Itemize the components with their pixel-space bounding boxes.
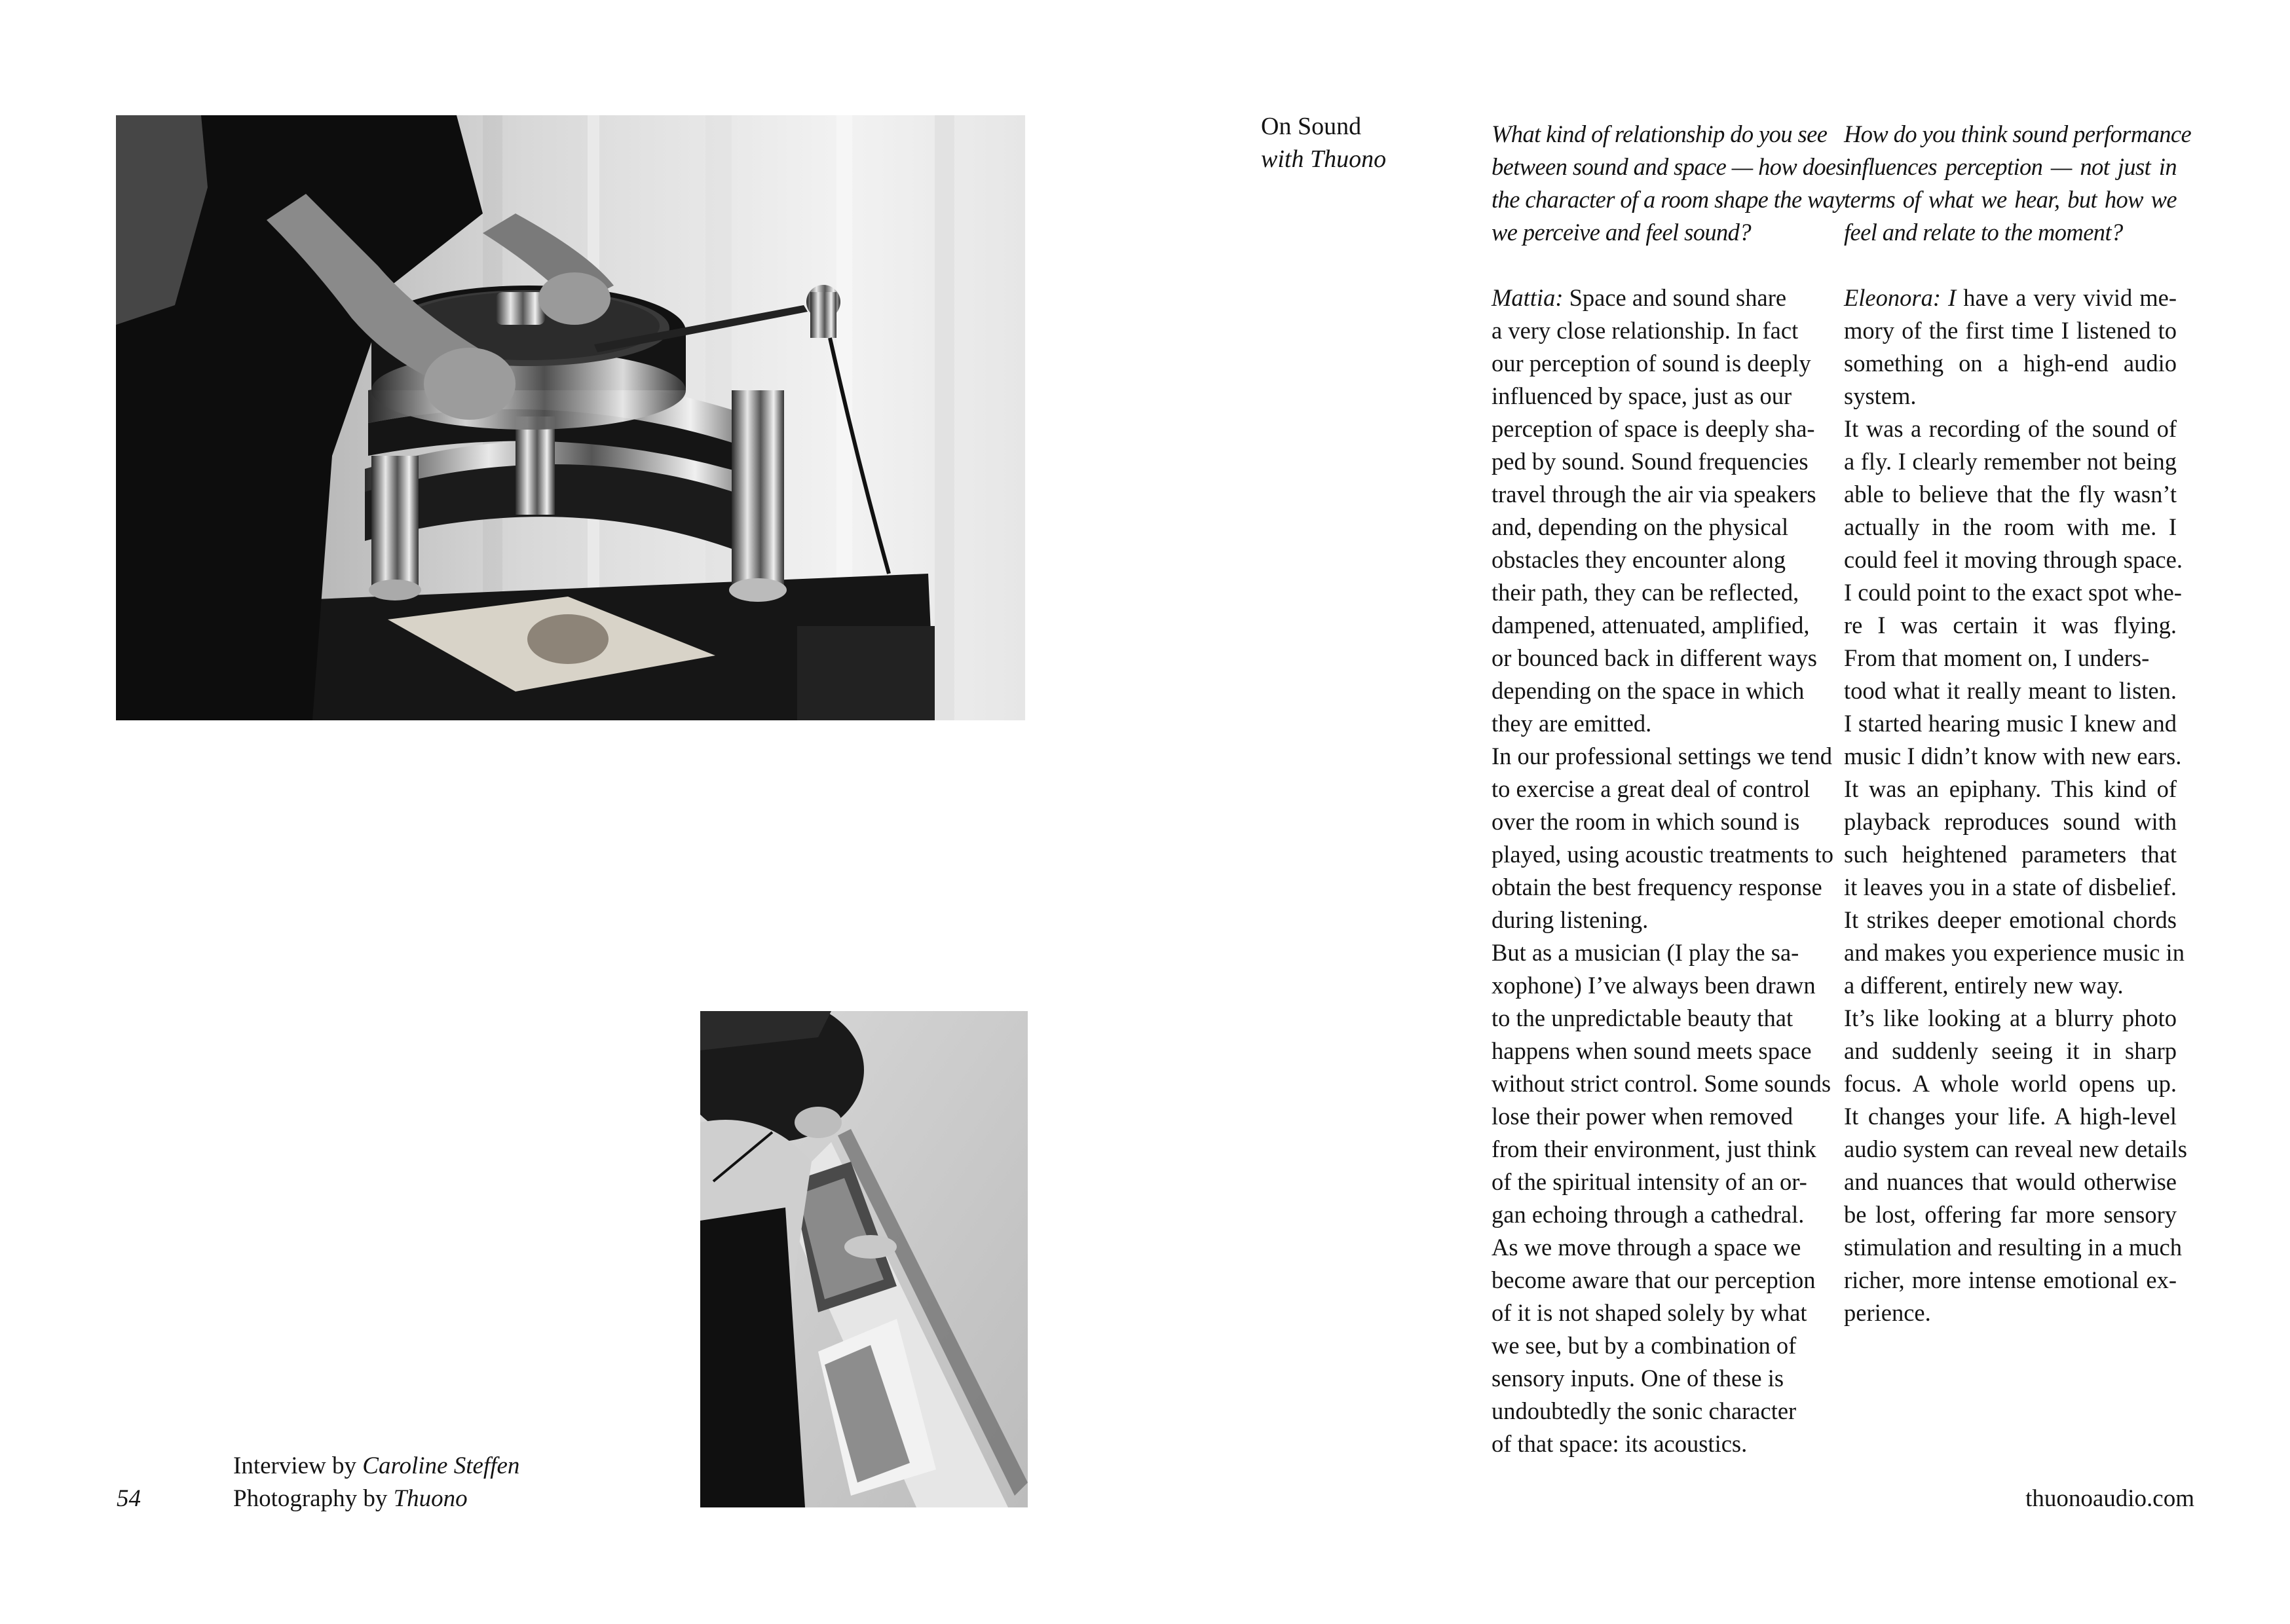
interviewer-name: Caroline Steffen [362, 1452, 520, 1479]
answer-line: But as a musician (I play the sa- [1492, 939, 1799, 966]
answer-line: our perception of sound is deeply [1492, 350, 1811, 377]
answer-line: their path, they can be reflected, [1492, 579, 1799, 606]
answer-line: music I didn’t know with new ears. [1844, 743, 2182, 769]
answer-line: lose their power when removed [1492, 1103, 1793, 1130]
answer-line: obstacles they encounter along [1492, 546, 1786, 573]
answer-line: xophone) I’ve always been drawn [1492, 972, 1816, 999]
interview-question [1492, 118, 1845, 249]
answer-line: ped by sound. Sound frequencies [1492, 448, 1809, 475]
answer-line: playback reproduces sound with [1844, 808, 2177, 835]
answer-line: It was a recording of the sound of [1844, 415, 2177, 442]
answer-line: and makes you experience music in [1844, 939, 2185, 966]
answer-line: able to believe that the fly wasn’t [1844, 481, 2177, 507]
answer-line: and suddenly seeing it in sharp [1844, 1037, 2177, 1064]
answer-line: In our professional settings we tend [1492, 743, 1833, 769]
answer-line: and, depending on the physical [1492, 513, 1789, 540]
question-line: between sound and space — how does [1492, 153, 1845, 180]
turntable-photo [116, 115, 1025, 720]
answer-line: obtain the best frequency response [1492, 874, 1822, 900]
answer-line: As we move through a space we [1492, 1234, 1801, 1261]
interview-credit: Interview by Caroline Steffen [233, 1452, 520, 1479]
answer-line: It changes your life. A high-level [1844, 1103, 2177, 1130]
answer-line: a very close relationship. In fact [1492, 317, 1799, 344]
question-line: feel and relate to the moment? [1844, 219, 2123, 246]
answer-line: focus. A whole world opens up. [1844, 1070, 2177, 1097]
answer-line: perience. [1844, 1299, 1931, 1326]
page-number: 54 [117, 1485, 141, 1512]
article-masthead [1261, 110, 1386, 175]
answer-line: of the spiritual intensity of an or- [1492, 1168, 1807, 1195]
answer-line: It was an epiphany. This kind of [1844, 775, 2177, 802]
answer-line: I started hearing music I knew and [1844, 710, 2177, 737]
question-line: terms of what we hear, but how we [1844, 186, 2177, 213]
interview-question [1844, 118, 2192, 249]
records-photo-illustration [700, 1011, 1028, 1507]
turntable-photo-illustration [116, 115, 1025, 720]
question-line: we perceive and feel sound? [1492, 219, 1751, 246]
answer-line: re I was certain it was flying. [1844, 612, 2177, 638]
answer-first-line: Eleonora: I have a very vivid me- [1844, 284, 2177, 311]
answer-line: travel through the air via speakers [1492, 481, 1816, 507]
answer-line: undoubtedly the sonic character [1492, 1397, 1797, 1424]
answer-line: perception of space is deeply sha- [1492, 415, 1815, 442]
answer-line: to exercise a great deal of control [1492, 775, 1811, 802]
answer-line: audio system can reveal new details [1844, 1135, 2187, 1162]
answer-line: to the unpredictable beauty that [1492, 1005, 1793, 1031]
speaker-name: Mattia: [1492, 284, 1564, 311]
answer-line: without strict control. Some sounds [1492, 1070, 1831, 1097]
answer-line: we see, but by a combination of [1492, 1332, 1797, 1359]
photographer-name: Thuono [393, 1485, 468, 1512]
answer-line: From that moment on, I unders- [1844, 644, 2150, 671]
answer-line: gan echoing through a cathedral. [1492, 1201, 1805, 1228]
answer-line: they are emitted. [1492, 710, 1652, 737]
answer-line: actually in the room with me. I [1844, 513, 2177, 540]
answer-line: from their environment, just think [1492, 1135, 1816, 1162]
website-link[interactable]: thuonoaudio.com [2025, 1485, 2194, 1512]
answer-line: something on a high-end audio [1844, 350, 2177, 377]
answer-line: a different, entirely new way. [1844, 972, 2124, 999]
answer-line: influenced by space, just as our [1492, 382, 1792, 409]
answer-line: such heightened parameters that [1844, 841, 2177, 868]
records-photo [700, 1011, 1028, 1507]
question-line: the character of a room shape the way [1492, 186, 1845, 213]
answer-line: of it is not shaped solely by what [1492, 1299, 1807, 1326]
article-title: On Sound [1261, 113, 1362, 140]
answer-line: of that space: its acoustics. [1492, 1430, 1748, 1457]
answer-line: could feel it moving through space. [1844, 546, 2183, 573]
answer-line: be lost, offering far more sensory [1844, 1201, 2177, 1228]
photo-credits [233, 1450, 519, 1515]
question-line: What kind of relationship do you see [1492, 120, 1828, 147]
interview-column-mattia [1492, 118, 1845, 1460]
answer-line: a fly. I clearly remember not being [1844, 448, 2177, 475]
question-line: How do you think sound performance [1844, 120, 2192, 147]
interview-answer [1844, 282, 2187, 1329]
answer-line: stimulation and resulting in a much [1844, 1234, 2182, 1261]
interview-answer [1492, 282, 1834, 1460]
answer-line: happens when sound meets space [1492, 1037, 1812, 1064]
answer-line: It’s like looking at a blurry photo [1844, 1005, 2177, 1031]
interview-column-eleonora [1844, 118, 2192, 1329]
answer-line: richer, more intense emotional ex- [1844, 1266, 2177, 1293]
answer-line: become aware that our perception [1492, 1266, 1816, 1293]
answer-line: tood what it really meant to listen. [1844, 677, 2177, 704]
answer-line: dampened, attenuated, amplified, [1492, 612, 1810, 638]
answer-line: played, using acoustic treatments to [1492, 841, 1834, 868]
answer-line: over the room in which sound is [1492, 808, 1800, 835]
answer-line: I could point to the exact spot whe- [1844, 579, 2182, 606]
answer-line: or bounced back in different ways [1492, 644, 1817, 671]
question-line: influences perception — not just in [1844, 153, 2177, 180]
answer-line: sensory inputs. One of these is [1492, 1365, 1784, 1392]
answer-line: system. [1844, 382, 1917, 409]
answer-line: mory of the first time I listened to [1844, 317, 2177, 344]
answer-first-line: Mattia: Space and sound share [1492, 284, 1787, 311]
answer-line: depending on the space in which [1492, 677, 1805, 704]
answer-line: It strikes deeper emotional chords [1844, 906, 2177, 933]
speaker-name: Eleonora: I [1844, 284, 1957, 311]
answer-line: and nuances that would otherwise [1844, 1168, 2177, 1195]
answer-line: it leaves you in a state of disbelief. [1844, 874, 2177, 900]
photography-credit: Photography by Thuono [233, 1485, 468, 1512]
answer-line: during listening. [1492, 906, 1649, 933]
article-subtitle: with Thuono [1261, 145, 1387, 173]
